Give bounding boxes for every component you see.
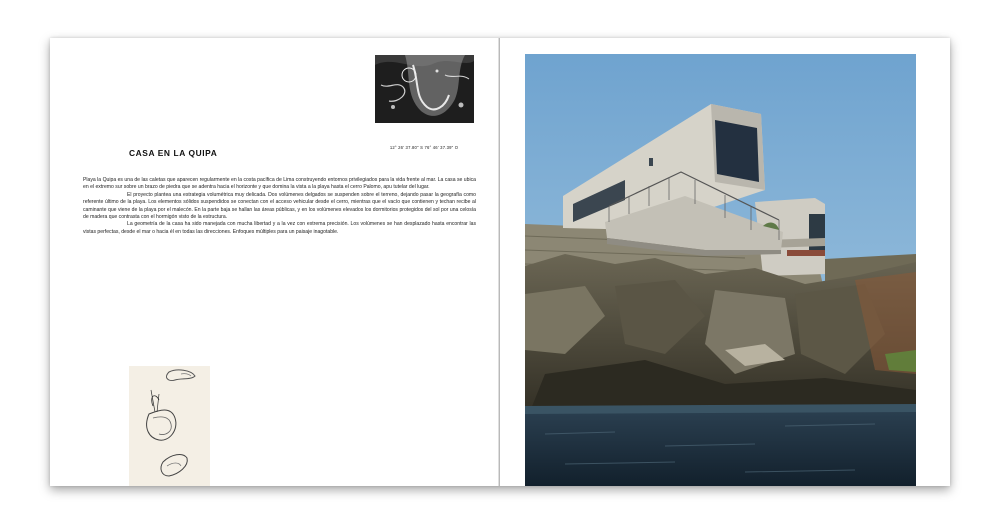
paragraph-geometry: La geometría de la casa ha sido manejada con mucha libertad y a la vez con extrema precisión. Los volúmenes se han desplazado hasta encontrar las vistas perfectas, desde el mar o hacia él en todas las direcciones. Enfoques múltiples para un paisaje inagotable. (83, 221, 476, 235)
paragraph-strategy: El proyecto plantea una estrategia volumétrica muy delicada. Dos volúmenes delgados se suspenden sobre el terreno, dejando pasar la geografía como referente último de la playa. Los elementos sólidos suspendidos se conectan con el acceso vehicular desde el cerro, mientras que el vacío que contienen y techan recibe al caminante que viene de la playa por el malecón. En la parte baja se hallan las áreas públicas, y en los volúmenes elevados los dormitorios protegidos del sol por una celosía de madera que contrasta con el hormigón visto de la estructura. (83, 191, 476, 221)
book-spread (50, 38, 950, 486)
house-photo (525, 54, 916, 486)
right-page (500, 38, 950, 486)
left-page (50, 38, 500, 486)
paragraph-intro: Playa la Quipa es una de las caletas que aparecen regularmente en la costa pacífica de Lima construyendo entornos privilegiados para la vida frente al mar. La casa se ubica en el extremo sur sobre un brazo de piedra que se adentra hacia el horizonte y que domina la vista a la playa hasta el cerro Palomo, apu tutelar del lugar. (83, 177, 476, 191)
location-coordinates: 12° 26' 37.80" S 76° 46' 37.39" O (389, 145, 459, 150)
article-body (83, 177, 476, 236)
aerial-photo (375, 55, 474, 123)
concept-sketch (129, 366, 210, 486)
article-title: CASA EN LA QUIPA (129, 148, 218, 158)
